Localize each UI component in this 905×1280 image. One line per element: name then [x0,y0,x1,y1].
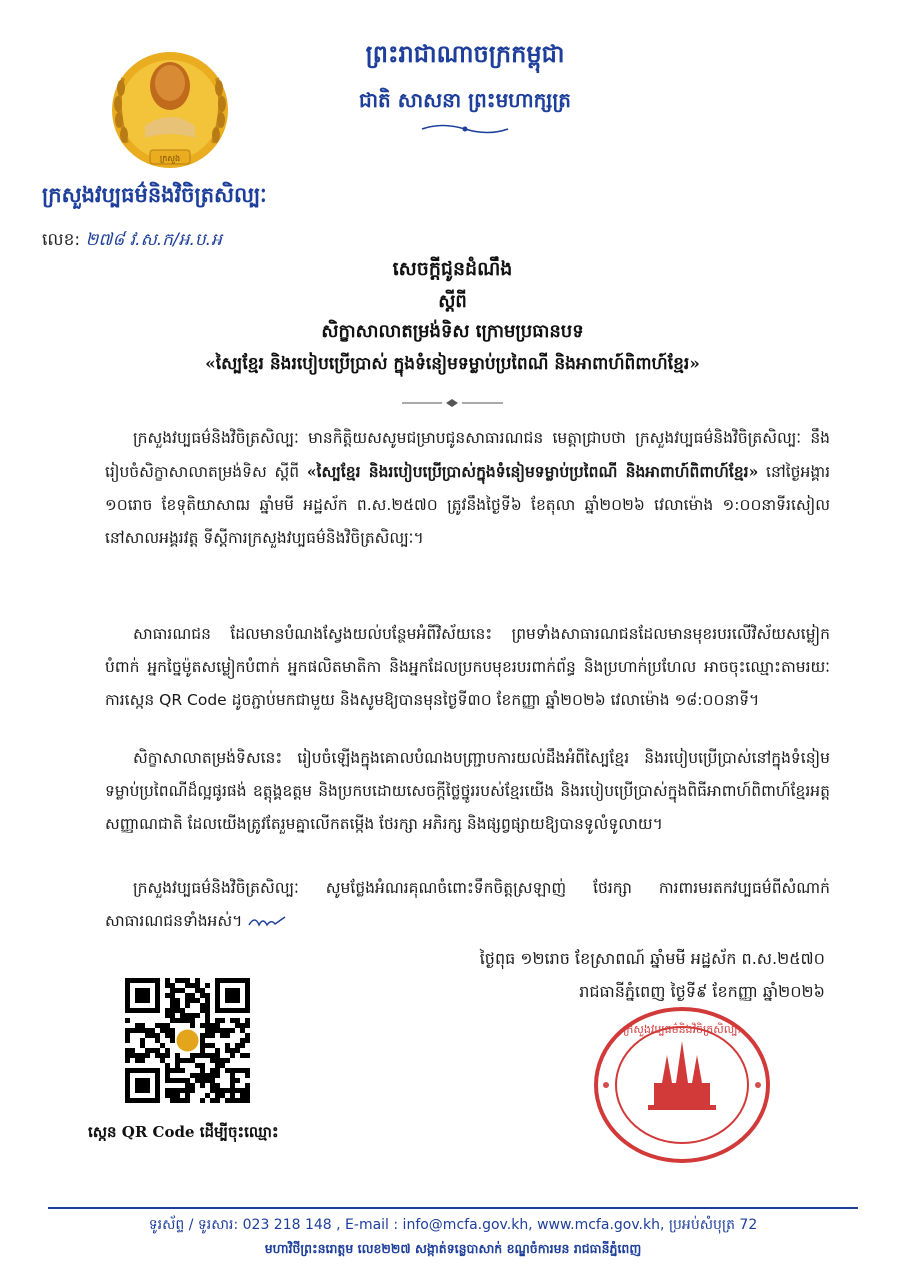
paragraph-thanks [105,872,830,938]
paragraph-announcement [105,422,830,555]
paragraph-1-theme: «ស្បៃខ្មែរ និងរបៀបប្រើប្រាស់ក្នុងទំនៀមទម្លាប់ប្រពៃណី និងអាពាហ៍ពិពាហ៍ខ្មែរ» [306,462,759,481]
notice-theme: «ស្បៃខ្មែរ និងរបៀបប្រើប្រាស់ ក្នុងទំនៀមទម្លាប់ប្រពៃណី និងអាពាហ៍ពិពាហ៍ខ្មែរ» [205,354,700,374]
ministry-emblem-icon [105,38,235,173]
notice-subject-label: ស្ដីពី [438,291,467,312]
paragraph-registration: សាធារណជន ដែលមានបំណងស្វែងយល់បន្ថែមអំពីវិស័យនេះ ព្រមទាំងសាធារណជនដែលមានមុខរបរលើវិស័យសម្លៀកបំពាក់ អ្នកច្នៃម៉ូតសម្លៀកបំពាក់ អ្នកផលិតមាតិកា និងអ្នកដែលប្រកបមុខរបរពាក់ព័ន្ធ និងប្រហាក់ប្រហែល អាចចុះឈ្មោះតាមរយៈការស្កេន QR Code ដូចភ្ជាប់មកជាមួយ និងសូមឱ្យបានមុនថ្ងៃទី៣០ ខែកញ្ញា ឆ្នាំ២០២៦ វេលាម៉ោង ១៨:០០នាទី។ [105,625,830,709]
kingdom-title: ព្រះរាជាណាចក្រកម្ពុជា [365,39,565,68]
document-number-label: លេខ: [42,230,81,250]
lunar-date: ថ្ងៃពុធ ១២រោច ខែស្រាពណ៍ ឆ្នាំមមី អដ្ឋស័ក ព.ស.២៥៧០ [479,949,825,968]
emblem-text: ក្រសួង [159,154,181,163]
paragraph-1-text: ក្រសួងវប្បធម៌និងវិចិត្រសិល្បៈ មានកិត្តិយសសូមជម្រាបជូនសាធារណជន មេត្តាជ្រាបថា ក្រសួងវប្បធម៌និងវិចិត្រសិល្បៈ នឹងរៀបចំសិក្ខាសាលាតម្រង់ទិស ស្ដីពី [105,429,830,481]
registration-qr-code[interactable] [125,978,250,1103]
footer-contact: ទូរស័ព្ទ / ទូរសារ: 023 218 148 , E-mail : info@mcfa.gov.kh, www.mcfa.gov.kh, ប្រអប់សំបុត្រ 72 [148,1217,758,1233]
paragraph-1-details: នៅថ្ងៃអង្គារ ១០រោច ខែទុតិយាសាឍ ឆ្នាំមមី អដ្ឋស័ក ព.ស.២៥៧០ ត្រូវនឹងថ្ងៃទី៦ ខែតុលា ឆ្នាំ២០២៦ វេលាម៉ោង ១:០០នាទីរសៀល នៅសាលអង្គរវត្ត ទីស្ដីការក្រសួងវប្បធម៌និងវិចិត្រសិល្បៈ។ [105,463,830,547]
notice-title: សេចក្ដីជូនដំណឹង [392,258,513,280]
qr-caption: ស្កេន QR Code ដើម្បីចុះឈ្មោះ [88,1123,279,1141]
national-motto: ជាតិ សាសនា ព្រះមហាក្សត្រ [359,88,571,112]
document-number-value: ២៧៨ វ.ស.ក/អ.ប.អ [85,230,222,250]
seal-text: ក្រសួងវប្បធម៌និងវិចិត្រសិល្បៈ [623,1023,741,1036]
ornament-icon [420,122,510,136]
ministry-name: ក្រសួងវប្បធម៌និងវិចិត្រសិល្បៈ [42,182,267,207]
ministry-seal-stamp [592,1005,772,1165]
paragraph-4-text: ក្រសួងវប្បធម៌និងវិចិត្រសិល្បៈ សូមថ្លែងអំណរគុណចំពោះទឹកចិត្តស្រឡាញ់ ថែរក្សា ការពារមរតកវប្បធម៌ពីសំណាក់សាធារណជនទាំងអស់។ [105,879,830,930]
initials-signature-icon [247,913,287,931]
notice-topic: សិក្ខាសាលាតម្រង់ទិស ក្រោមប្រធានបទ [321,321,584,342]
footer-rule [48,1207,858,1209]
divider-ornament-icon [400,397,505,409]
paragraph-purpose: សិក្ខាសាលាតម្រង់ទិសនេះ រៀបចំឡើងក្នុងគោលបំណងបញ្ជ្រាបការយល់ដឹងអំពីស្បៃខ្មែរ និងរបៀបប្រើប្រាស់នៅក្នុងទំនៀមទម្លាប់ប្រពៃណីដ៏ល្អផូរផង់ ឧត្តុង្គឧត្តម និងប្រកបដោយសេចក្ដីថ្លៃថ្នូររបស់ខ្មែរយើង និងរបៀបប្រើប្រាស់ក្នុងពិធីអាពាហ៍ពិពាហ៍ខ្មែរអត្តសញ្ញាណជាតិ ដែលយើងត្រូវតែរួមគ្នាលើកតម្កើង ថែរក្សា អភិរក្ស និងផ្សព្វផ្សាយឱ្យបានទូលំទូលាយ។ [105,749,830,833]
footer-address: មហាវិថីព្រះនរោត្តម លេខ២២៧ សង្កាត់ទន្លេបាសាក់ ខណ្ឌចំការមន រាជធានីភ្នំពេញ [264,1241,642,1256]
document-number [42,228,222,252]
solar-date: រាជធានីភ្នំពេញ ថ្ងៃទី៩ ខែកញ្ញា ឆ្នាំ២០២៦ [579,982,825,1001]
